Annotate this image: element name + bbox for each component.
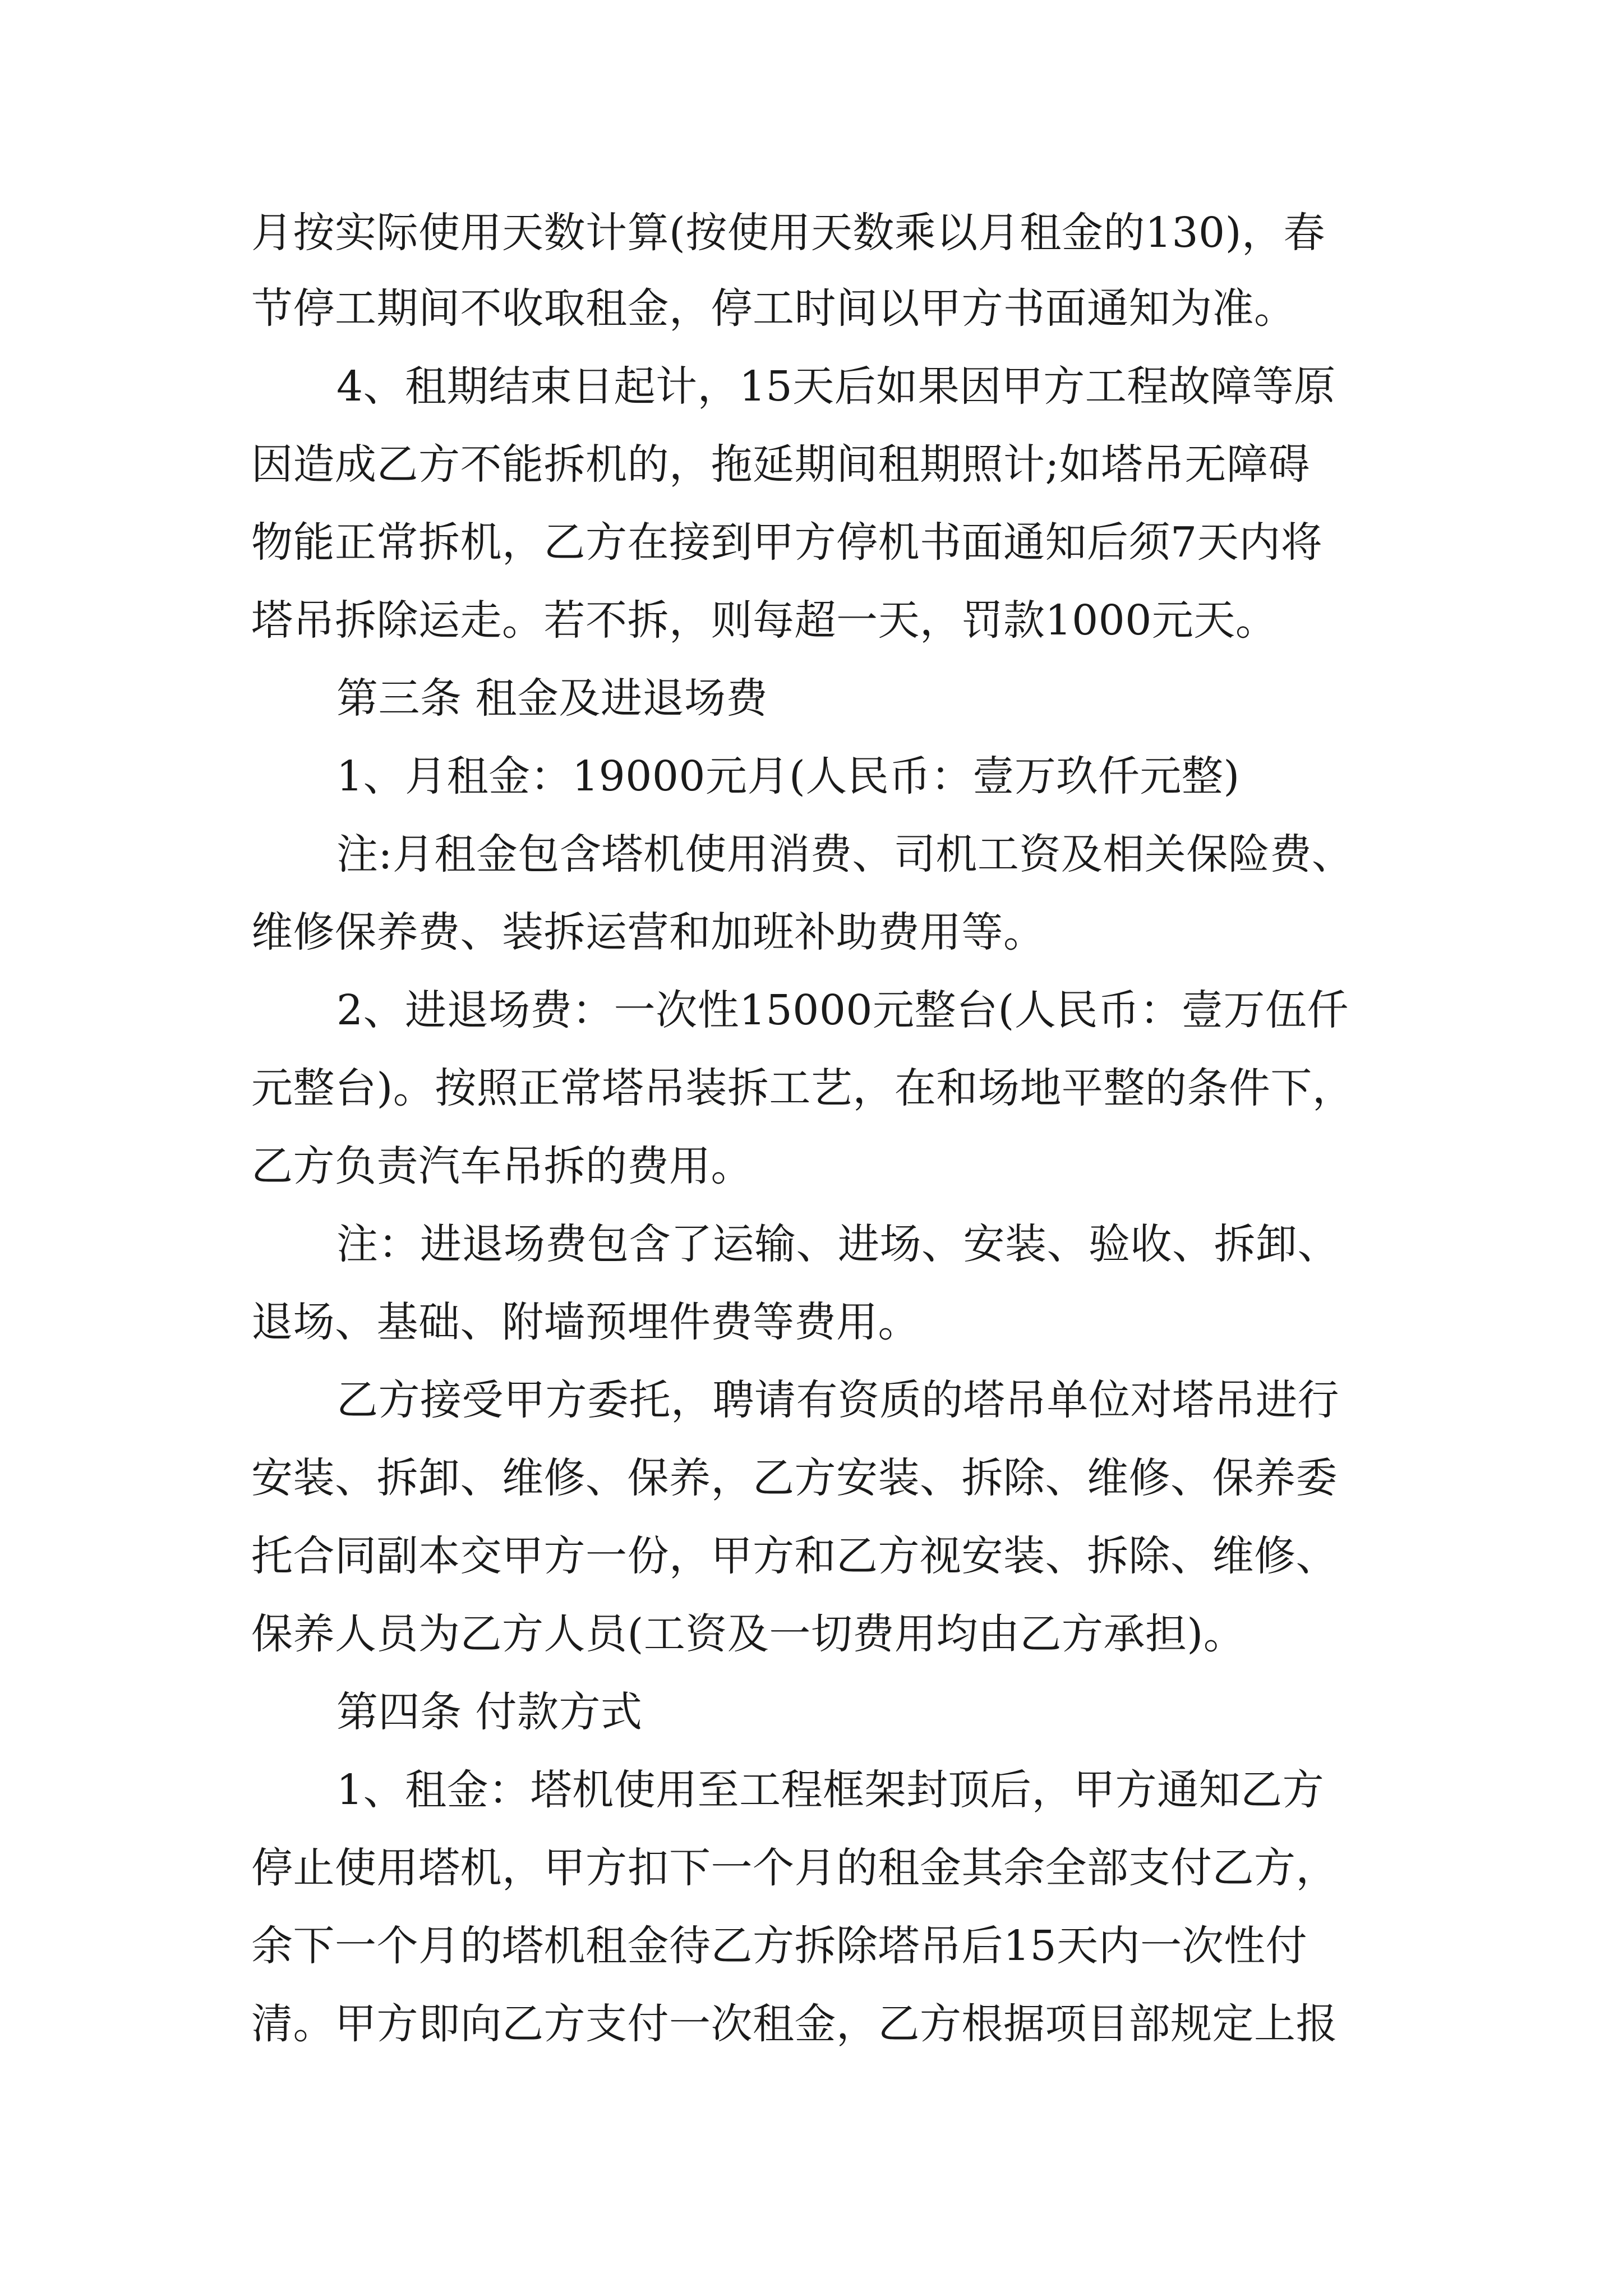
text-line: 1、租金：塔机使用至工程框架封顶后，甲方通知乙方: [336, 1766, 1325, 1814]
text-line: 物能正常拆机，乙方在接到甲方停机书面通知后须7天内将: [251, 518, 1323, 567]
text-line: 元整台)。按照正常塔吊装拆工艺，在和场地平整的条件下，: [251, 1064, 1354, 1112]
text-line: 节停工期间不收取租金，停工时间以甲方书面通知为准。: [251, 284, 1296, 333]
text-line: 因造成乙方不能拆机的，拖延期间租期照计;如塔吊无障碍: [251, 440, 1310, 489]
text-line: 托合同副本交甲方一份，甲方和乙方视安装、拆除、维修、: [251, 1532, 1338, 1580]
text-line: 乙方负责汽车吊拆的费用。: [251, 1142, 753, 1190]
text-line: 塔吊拆除运走。若不拆，则每超一天，罚款1000元天。: [251, 596, 1278, 645]
text-line: 维修保养费、装拆运营和加班补助费用等。: [251, 908, 1045, 956]
text-line: 保养人员为乙方人员(工资及一切费用均由乙方承担)。: [251, 1610, 1246, 1658]
text-line: 1、月租金：19000元月(人民币：壹万玖仟元整): [336, 752, 1240, 800]
text-line: 余下一个月的塔机租金待乙方拆除塔吊后15天内一次性付: [251, 1922, 1308, 1970]
text-line: 乙方接受甲方委托，聘请有资质的塔吊单位对塔吊进行: [336, 1376, 1339, 1424]
text-line: 月按实际使用天数计算(按使用天数乘以月租金的130)，春: [251, 209, 1325, 257]
text-line: 安装、拆卸、维修、保养，乙方安装、拆除、维修、保养委: [251, 1454, 1338, 1502]
section-heading: 第四条 付款方式: [336, 1688, 643, 1736]
section-heading: 第三条 租金及进退场费: [336, 674, 768, 723]
text-line: 4、租期结束日起计，15天后如果因甲方工程故障等原: [336, 362, 1336, 411]
text-line: 停止使用塔机，甲方扣下一个月的租金其余全部支付乙方，: [251, 1844, 1338, 1892]
text-line: 2、进退场费：一次性15000元整台(人民币：壹万伍仟: [336, 986, 1349, 1034]
text-line: 注:月租金包含塔机使用消费、司机工资及相关保险费、: [336, 830, 1354, 878]
text-line: 注：进退场费包含了运输、进场、安装、验收、拆卸、: [336, 1220, 1339, 1268]
text-line: 清。甲方即向乙方支付一次租金，乙方根据项目部规定上报: [251, 2000, 1338, 2048]
text-line: 退场、基础、附墙预埋件费等费用。: [251, 1298, 920, 1346]
